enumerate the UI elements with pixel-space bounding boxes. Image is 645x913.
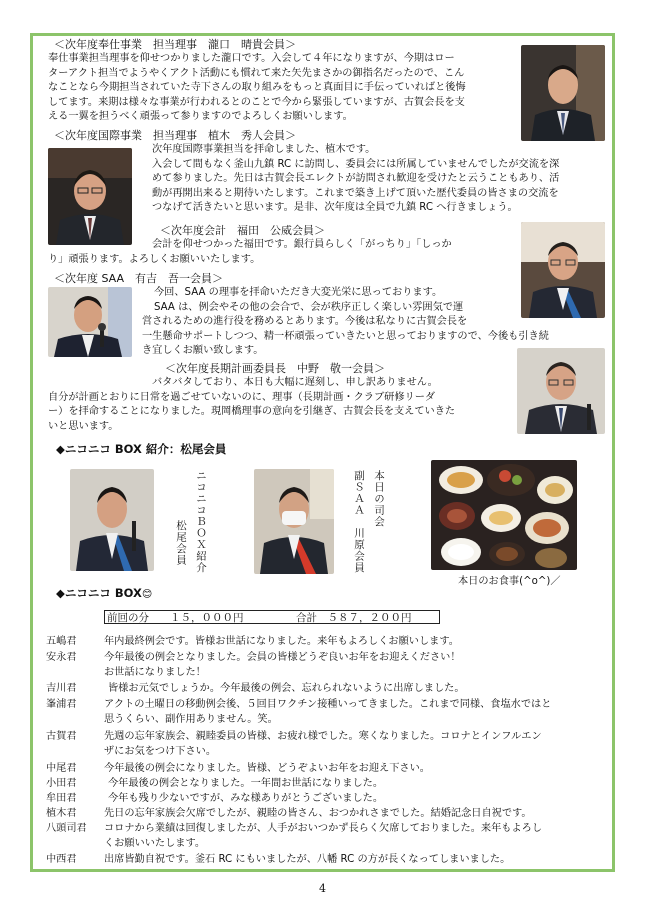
- entry-name: 中西君: [46, 854, 77, 865]
- photo-ueki: [48, 148, 132, 245]
- caption-kawahara: 副ＳＡＡ 川原会員: [353, 470, 365, 574]
- smile-icon: 😊: [141, 589, 153, 600]
- section-line: なことなら今期担当されていた寺下さんの取り組みをもっと真面目に手伝っていればと後悔: [48, 82, 466, 93]
- entry-name: 吉川君: [46, 683, 77, 694]
- entry-text: 皆様お元気でしょうか。今年最後の例会、忘れられないように出席しました。: [108, 683, 465, 694]
- section-line: 次年度国際事業担当を拝命しました、植木です。: [152, 144, 376, 155]
- section-heading-longterm: ＜次年度長期計画委員長 中野 敬一会員＞: [165, 362, 385, 375]
- entry-text: 思うくらい、副作用ありません。笑。: [104, 714, 278, 725]
- entry-text: くお願いいたします。: [104, 838, 206, 849]
- caption-mc: 本日の司会: [373, 470, 385, 528]
- entry-name: 古賀君: [46, 731, 77, 742]
- section-line: SAA は、例会やその他の会合で、会が秩序正しく楽しい雰囲気で運: [154, 301, 464, 313]
- section-line: 一生懸命サポートしつつ、精一杯頑張っていきたいと思っておりますので、今後も引き続: [142, 330, 549, 342]
- entry-text: 今年も残り少ないですが、みな様ありがとうございました。: [108, 793, 384, 804]
- section-line: き宜しくお願い致します。: [142, 345, 264, 356]
- entry-name: 小田君: [46, 778, 77, 789]
- section-line: 自分が計画とおりに日常を過ごせていないのに、理事（長期計画・クラブ研修リーダ: [48, 391, 436, 403]
- section-line: 今回、SAA の理事を拝命いただき大変光栄に思っております。: [154, 287, 443, 298]
- entry-name: 安永君: [46, 652, 77, 663]
- entry-text: ザにお気をつけ下さい。: [104, 746, 217, 757]
- nikoniko-box-heading: [56, 585, 152, 601]
- caption-food: 本日のお食事(^o^)／: [458, 576, 561, 587]
- photo-fukuda: [521, 222, 605, 318]
- entry-text: 先日の忘年家族会欠席でしたが、親睦の皆さん、おつかれさまでした。結婚記念日自祝です。: [104, 808, 532, 819]
- nikoniko-box-title: ◆ニコニコ BOX: [56, 586, 142, 600]
- entry-text: お世話になりました！: [104, 667, 206, 678]
- page-number: 4: [319, 882, 326, 895]
- section-line: 動が再開出来ると期待いたします。これまで築き上げて頂いた歴代委員の皆さまの交流を: [152, 187, 559, 199]
- section-line: いと思います。: [48, 420, 119, 432]
- entry-name: 牟田君: [46, 793, 77, 804]
- entry-name: 八頭司君: [46, 823, 87, 834]
- caption-matsuo: 松尾会員: [175, 520, 187, 566]
- photo-takiguchi: [521, 45, 605, 141]
- photo-ariyoshi: [48, 287, 132, 357]
- entry-text: コロナから業績は回復しましたが、人手がおいつかず長らく欠席しておりました。来年もよろし: [104, 823, 543, 834]
- caption-nikoniko-intro: ニコニコＢＯＸ紹介: [195, 470, 207, 574]
- section-line: してます。来期は様々な事業が行われるとのことで今から緊張していますが、古賀会長を支: [48, 96, 465, 108]
- photo-matsuo: [70, 469, 154, 571]
- photo-meal: [431, 460, 577, 570]
- section-heading-service: ＜次年度奉仕事業 担当理事 瀧口 晴貴会員＞: [54, 38, 296, 51]
- section-line: めて参りました。先日は古賀会長エレクトが訪問され歓迎を受けたと云うこともあり、活: [152, 173, 560, 184]
- entry-text: 出席皆勤自祝です。釜石 RC にもいましたが、八幡 RC の方が長くなってしまいました。: [104, 854, 511, 865]
- section-heading-accounting: ＜次年度会計 福田 公威会員＞: [160, 224, 325, 237]
- entry-text: 今年最後の例会になりました。皆様、どうぞよいお年をお迎え下さい。: [104, 763, 430, 774]
- section-line: ターアクト担当でようやくアクト活動にも慣れて来た矢先まさかの御指名だったので、こん: [48, 67, 465, 79]
- entry-text: 年内最終例会です。皆様お世話になりました。来年もよろしくお願いします。: [104, 636, 459, 647]
- entry-text: 先週の忘年家族会、親睦委員の皆様、お疲れ様でした。寒くなりました。コロナとインフルエン: [104, 731, 542, 742]
- entry-text: 今年最後の例会となりました。会員の皆様どうぞ良いお年をお迎えください！: [104, 652, 461, 663]
- section-line: つなげて活きたいと思います。是非、次年度は全員で九鎮 RC へ行きましょう。: [152, 202, 518, 213]
- section-heading-saa: ＜次年度 SAA 有吉 吾一会員＞: [54, 272, 224, 285]
- section-line: 入会して間もなく釜山九鎮 RC に訪問し、委員会には所属していませんでしたが交流を深: [152, 158, 560, 170]
- nikoniko-summary: 前回の分 １５，０００円 合計 ５８７，２００円: [104, 610, 440, 624]
- section-line: 奉仕事業担当理事を仰せつかりました瀧口です。入会して４年になりますが、今期はロー: [48, 53, 455, 64]
- entry-text: アクトの土曜日の移動例会後、５回目ワクチン接種いってきました。これまで同様、食塩水ではと: [104, 699, 552, 710]
- photo-nakano: [517, 348, 605, 434]
- entry-name: 五嶋君: [46, 636, 77, 647]
- photo-kawahara: [254, 469, 334, 574]
- entry-name: 中尾君: [46, 763, 77, 774]
- section-heading-international: ＜次年度国際事業 担当理事 植木 秀人会員＞: [54, 129, 296, 142]
- section-line: り」頑張ります。よろしくお願いいたします。: [48, 253, 261, 265]
- entry-name: 峯浦君: [46, 699, 77, 710]
- section-line: える一翼を担うべく頑張って参りますのでよろしくお願いします。: [48, 111, 353, 122]
- entry-name: 植木君: [46, 808, 77, 819]
- section-line: バタバタしており、本日も大幅に遅刻し、申し訳ありません。: [152, 377, 438, 388]
- section-line: 営されるための進行役を務めるとあります。今後は私なりに古賀会長を: [142, 316, 468, 327]
- section-line: 会計を仰せつかった福田です。銀行員らしく「がっちり」「しっか: [152, 239, 452, 250]
- entry-text: 今年最後の例会となりました。一年間お世話になりました。: [108, 778, 384, 789]
- nikoniko-intro-heading: ◆ニコニコ BOX 紹介：松尾会員: [56, 442, 227, 456]
- section-line: ー）を拝命することになりました。現岡橋理事の意向を引継ぎ、古賀会長を支えていきた: [48, 406, 456, 417]
